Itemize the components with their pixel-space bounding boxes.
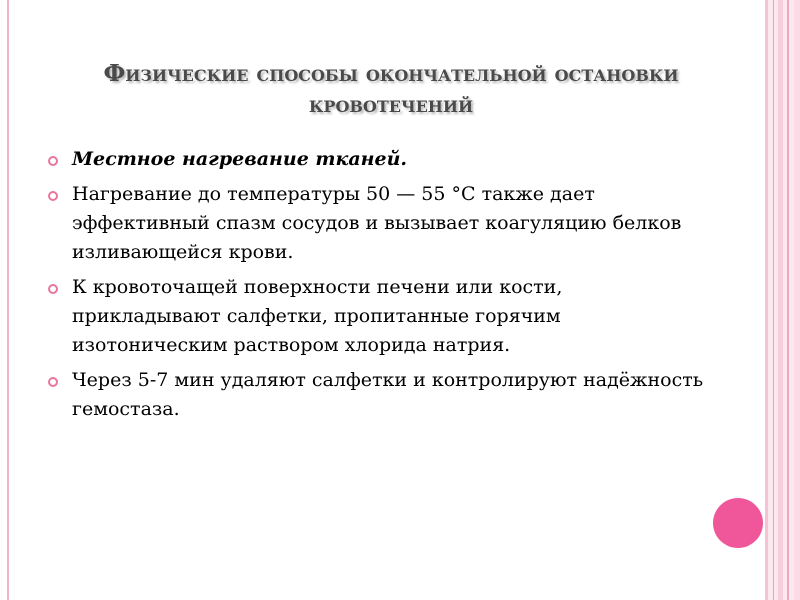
decorative-stripe bbox=[794, 0, 800, 600]
bullet-list bbox=[46, 145, 706, 430]
decorative-circle bbox=[713, 498, 763, 548]
decorative-stripe bbox=[778, 0, 783, 600]
decorative-stripe bbox=[773, 0, 774, 600]
slide-title-line-1: Физические способы окончательной остановки bbox=[103, 60, 679, 87]
bullet-text: Через 5-7 мин удаляют салфетки и контролируют надёжность гемостаза. bbox=[72, 369, 704, 420]
bullet-text: Нагревание до температуры 50 — 55 °С также дает эффективный спазм сосудов и вызывает коагуляцию белков изливающейся крови. bbox=[72, 183, 682, 263]
slide-title-line-2: кровотечений bbox=[308, 91, 474, 118]
bullet-item bbox=[46, 273, 706, 360]
bullet-text: К кровоточащей поверхности печени или кости, прикладывают салфетки, пропитанные горячим изотоническим раствором хлорида натрия. bbox=[72, 276, 563, 356]
bullet-circle-icon bbox=[48, 156, 58, 166]
left-border-line bbox=[7, 0, 9, 600]
bullet-item bbox=[46, 366, 706, 424]
bullet-circle-icon bbox=[48, 284, 58, 294]
slide-title bbox=[20, 58, 762, 120]
decorative-stripe bbox=[765, 0, 768, 600]
bullet-item bbox=[46, 145, 706, 174]
bullet-item bbox=[46, 180, 706, 267]
decorative-stripe bbox=[787, 0, 789, 600]
bullet-circle-icon bbox=[48, 377, 58, 387]
bullet-text: Местное нагревание тканей. bbox=[72, 148, 408, 170]
bullet-circle-icon bbox=[48, 191, 58, 201]
